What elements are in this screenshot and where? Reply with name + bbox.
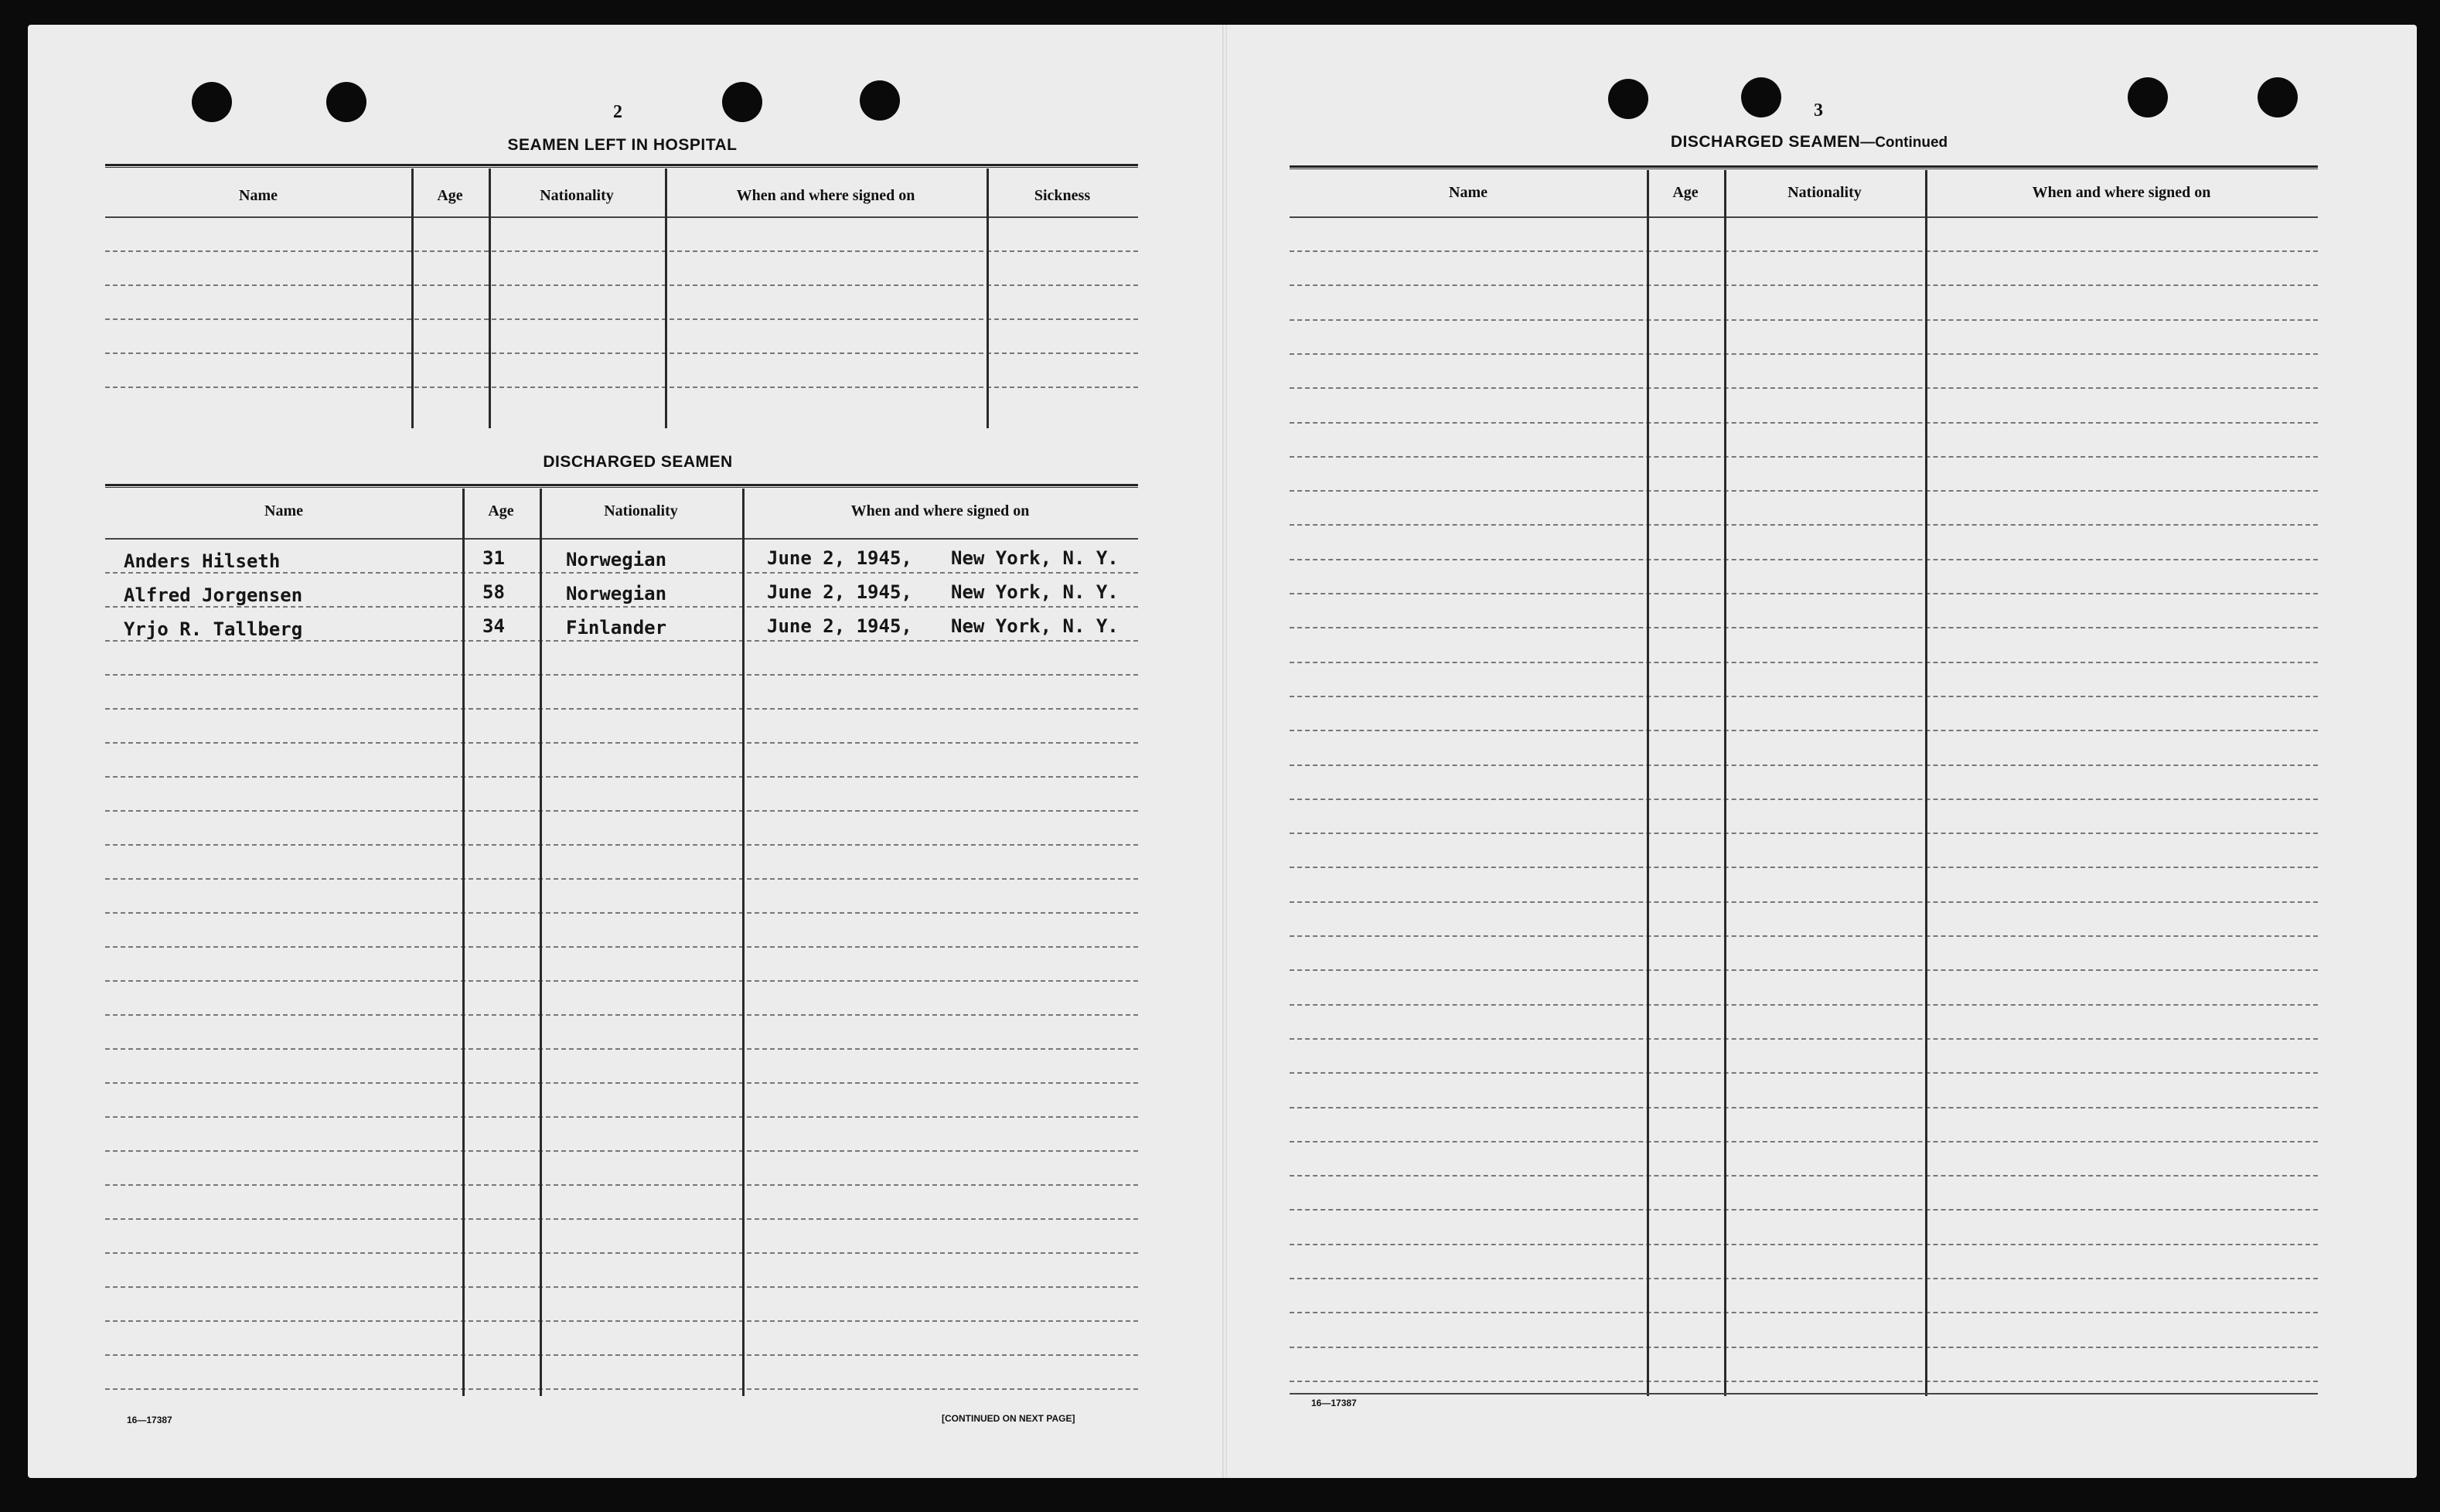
row-line: [1290, 1141, 2318, 1143]
row-line: [1290, 319, 2318, 321]
row-line: [1290, 696, 2318, 697]
row-line: [1290, 250, 2318, 252]
table-top-rule: [105, 164, 1138, 168]
row-line: [105, 1218, 1138, 1220]
seaman-signed-date: June 2, 1945,: [767, 581, 912, 603]
column-header-nationality: Nationality: [540, 187, 614, 204]
row-line: [105, 1150, 1138, 1152]
column-header-age: Age: [437, 187, 463, 204]
punch-hole: [1608, 79, 1648, 119]
punch-hole: [860, 80, 900, 121]
column-divider: [462, 489, 465, 1396]
row-line: [1290, 799, 2318, 800]
row-line: [1290, 1038, 2318, 1040]
seaman-signed-place: New York, N. Y.: [951, 615, 1119, 637]
page-fold: [1222, 25, 1227, 1478]
row-line: [105, 250, 1138, 252]
row-line: [1290, 1209, 2318, 1211]
punch-hole: [722, 82, 762, 122]
row-line: [1290, 1347, 2318, 1348]
row-line: [1290, 422, 2318, 424]
column-header-nationality: Nationality: [1787, 184, 1862, 201]
column-header-name: Name: [239, 187, 278, 204]
row-line: [1290, 1381, 2318, 1382]
row-line: [105, 844, 1138, 846]
seaman-signed-date: June 2, 1945,: [767, 547, 912, 569]
row-line: [105, 572, 1138, 574]
punch-hole: [192, 82, 232, 122]
row-line: [105, 1388, 1138, 1390]
row-line: [105, 1082, 1138, 1084]
title-suffix: —Continued: [1860, 135, 1948, 151]
discharged-continued-title: [1608, 133, 2010, 152]
header-rule: [105, 216, 1138, 218]
row-line: [105, 387, 1138, 388]
column-header-age: Age: [488, 502, 514, 519]
row-line: [105, 1354, 1138, 1356]
punch-hole: [2128, 77, 2168, 117]
row-line: [105, 318, 1138, 320]
column-divider: [540, 489, 542, 1396]
row-line: [105, 1116, 1138, 1118]
column-header-name: Name: [264, 502, 303, 519]
table-top-rule: [1290, 165, 2318, 169]
column-header-signed-on: When and where signed on: [2032, 184, 2211, 201]
row-line: [1290, 867, 2318, 868]
row-line: [1290, 1278, 2318, 1279]
row-line: [1290, 284, 2318, 286]
row-line: [105, 708, 1138, 710]
row-line: [105, 810, 1138, 812]
seaman-age: 31: [482, 547, 505, 569]
row-line: [105, 1252, 1138, 1254]
row-line: [105, 1184, 1138, 1186]
column-divider: [489, 169, 491, 428]
column-divider: [742, 489, 745, 1396]
row-line: [1290, 353, 2318, 355]
header-rule: [105, 538, 1138, 540]
row-line: [1290, 662, 2318, 663]
section-title: DISCHARGED SEAMEN: [1670, 133, 1861, 151]
row-line: [105, 1048, 1138, 1050]
row-line: [105, 674, 1138, 676]
row-line: [105, 606, 1138, 608]
row-line: [105, 878, 1138, 880]
row-line: [1290, 935, 2318, 937]
table-top-rule: [105, 484, 1138, 488]
row-line: [1290, 559, 2318, 560]
hospital-section-title: SEAMEN LEFT IN HOSPITAL: [507, 136, 738, 154]
row-line: [1290, 1107, 2318, 1108]
row-line: [1290, 1175, 2318, 1177]
seaman-signed-place: New York, N. Y.: [951, 547, 1119, 569]
page-number: 3: [1814, 100, 1823, 121]
seaman-nationality: Finlander: [566, 617, 667, 639]
row-line: [1290, 1312, 2318, 1313]
hospital-table: [105, 164, 1138, 434]
seaman-name: Anders Hilseth: [124, 550, 281, 572]
row-line: [1290, 456, 2318, 458]
row-line: [1290, 833, 2318, 834]
row-line: [1290, 627, 2318, 628]
row-line: [105, 776, 1138, 778]
row-line: [1290, 524, 2318, 526]
row-line: [105, 284, 1138, 286]
continued-note: [CONTINUED ON NEXT PAGE]: [942, 1413, 1075, 1424]
row-line: [105, 1320, 1138, 1322]
row-line: [1290, 765, 2318, 766]
seaman-nationality: Norwegian: [566, 549, 667, 570]
punch-hole: [326, 82, 366, 122]
punch-hole: [2258, 77, 2298, 117]
discharged-continued-table: [1290, 161, 2318, 1401]
row-line: [1290, 593, 2318, 594]
form-number: 16—17387: [127, 1415, 172, 1425]
row-line: [105, 980, 1138, 982]
page-number: 2: [613, 102, 622, 122]
column-header-sickness: Sickness: [1034, 187, 1091, 204]
column-header-age: Age: [1672, 184, 1699, 201]
row-line: [1290, 490, 2318, 492]
column-header-signed-on: When and where signed on: [736, 187, 915, 204]
form-number: 16—17387: [1311, 1398, 1357, 1408]
table-bottom-rule: [1290, 1393, 2318, 1395]
column-header-nationality: Nationality: [604, 502, 678, 519]
discharged-table: [105, 484, 1138, 1401]
discharged-section-title: DISCHARGED SEAMEN: [543, 453, 733, 471]
row-line: [105, 1286, 1138, 1288]
column-divider: [1724, 170, 1726, 1396]
seaman-signed-place: New York, N. Y.: [951, 581, 1119, 603]
column-divider: [665, 169, 667, 428]
seaman-age: 58: [482, 581, 505, 603]
column-divider: [411, 169, 414, 428]
column-header-signed-on: When and where signed on: [850, 502, 1030, 519]
seaman-signed-date: June 2, 1945,: [767, 615, 912, 637]
column-divider: [1647, 170, 1649, 1396]
row-line: [105, 352, 1138, 354]
row-line: [1290, 901, 2318, 903]
column-divider: [1925, 170, 1927, 1396]
column-divider: [987, 169, 989, 428]
row-line: [1290, 1072, 2318, 1074]
row-line: [1290, 1244, 2318, 1245]
row-line: [105, 742, 1138, 744]
seaman-name: Alfred Jorgensen: [124, 584, 303, 606]
punch-hole: [1741, 77, 1781, 117]
row-line: [105, 1014, 1138, 1016]
seaman-nationality: Norwegian: [566, 583, 667, 604]
header-rule: [1290, 216, 2318, 218]
row-line: [1290, 1004, 2318, 1006]
row-line: [105, 946, 1138, 948]
row-line: [1290, 969, 2318, 971]
row-line: [105, 912, 1138, 914]
seaman-age: 34: [482, 615, 505, 637]
seaman-name: Yrjo R. Tallberg: [124, 618, 303, 640]
row-line: [1290, 387, 2318, 389]
row-line: [105, 640, 1138, 642]
column-header-name: Name: [1449, 184, 1488, 201]
row-line: [1290, 730, 2318, 731]
